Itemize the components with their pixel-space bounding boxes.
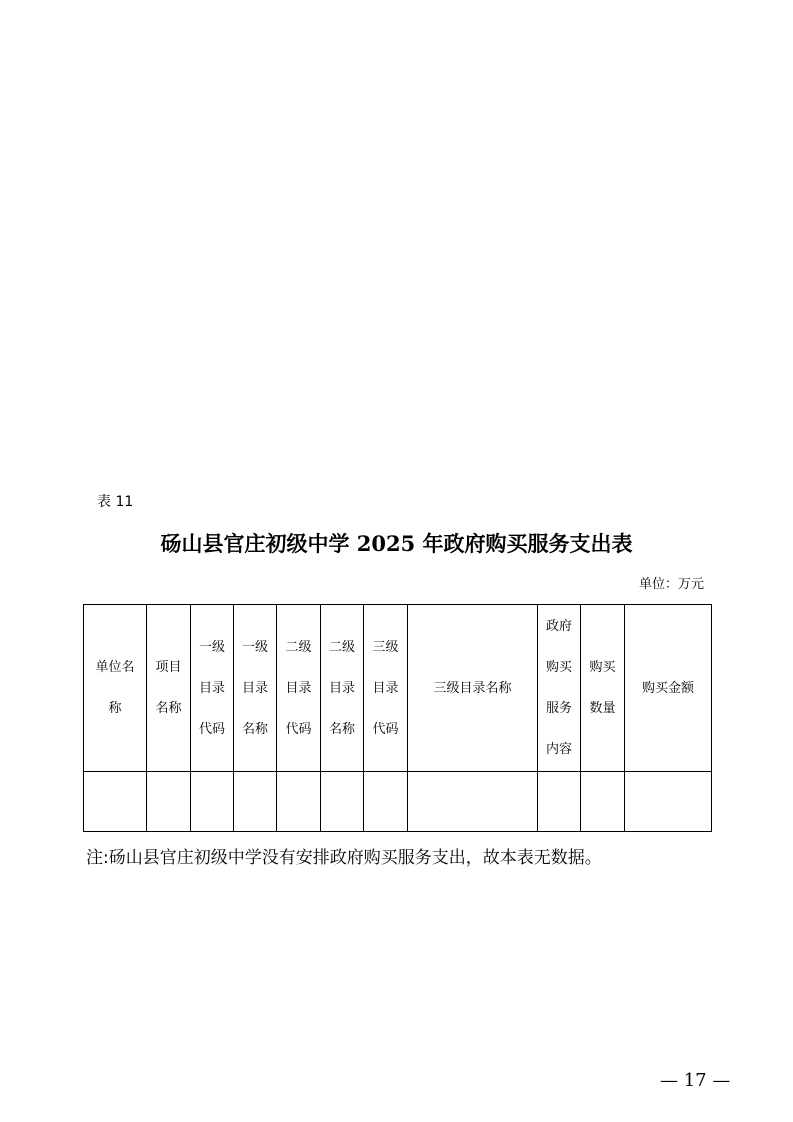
column-header-project-name: 项目 名称	[147, 605, 191, 772]
page-number: — 17 —	[660, 1070, 731, 1091]
table-cell	[364, 772, 408, 832]
column-header-level2-name: 二级 目录 名称	[321, 605, 364, 772]
table-cell	[321, 772, 364, 832]
document-title: 砀山县官庄初级中学 2025 年政府购买服务支出表	[160, 531, 633, 556]
table-label: 表 11	[97, 494, 134, 510]
column-header-service-content: 政府 购买 服务 内容	[538, 605, 581, 772]
table-cell	[625, 772, 712, 832]
table-cell	[147, 772, 191, 832]
table-cell	[84, 772, 147, 832]
unit-label: 单位：万元	[638, 577, 704, 592]
expenditure-table	[83, 604, 712, 832]
table-cell	[408, 772, 538, 832]
table-cell	[581, 772, 625, 832]
table-note: 注:砀山县官庄初级中学没有安排政府购买服务支出，故本表无数据。	[86, 848, 602, 868]
column-header-purchase-amount: 购买金额	[625, 605, 712, 772]
table-row	[84, 772, 712, 832]
column-header-level3-code: 三级 目录 代码	[364, 605, 408, 772]
column-header-level2-code: 二级 目录 代码	[277, 605, 321, 772]
column-header-purchase-quantity: 购买 数量	[581, 605, 625, 772]
table-header-row	[84, 605, 712, 772]
column-header-level3-name: 三级目录名称	[408, 605, 538, 772]
table-cell	[277, 772, 321, 832]
column-header-level1-name: 一级 目录 名称	[234, 605, 277, 772]
table-cell	[538, 772, 581, 832]
column-header-level1-code: 一级 目录 代码	[191, 605, 234, 772]
table-cell	[191, 772, 234, 832]
column-header-unit-name: 单位名 称	[84, 605, 147, 772]
table-cell	[234, 772, 277, 832]
